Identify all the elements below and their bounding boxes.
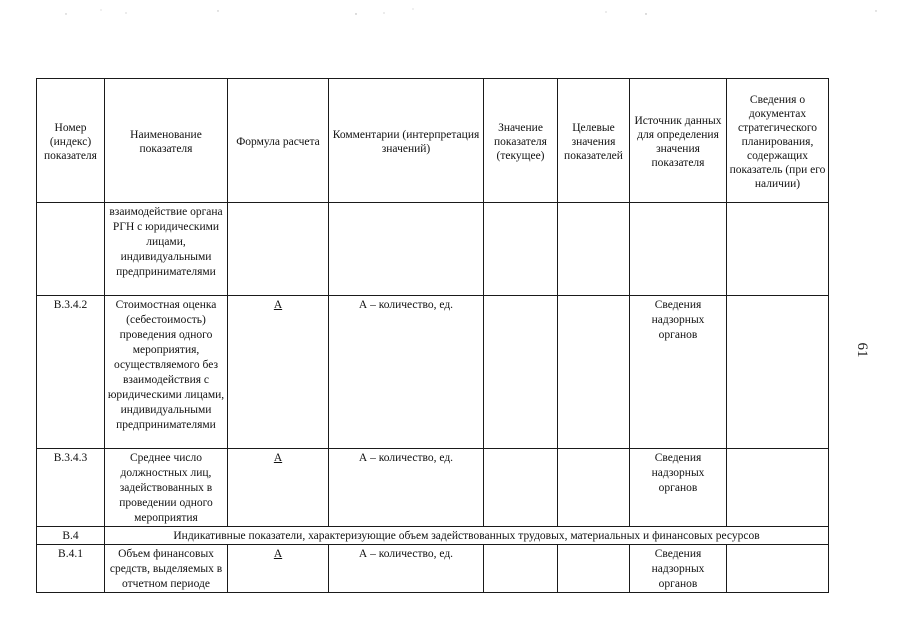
table-header-row: [37, 79, 829, 203]
cell-target-values: [558, 296, 630, 449]
cell-strategic-docs: [727, 296, 829, 449]
cell-index: [37, 203, 105, 296]
cell-comment: А – количество, ед.: [329, 545, 484, 593]
cell-source: Сведения надзорных органов: [630, 449, 727, 527]
cell-name: Объем финансовых средств, выделяемых в отчетном периоде: [105, 545, 228, 593]
page-number: 61: [854, 342, 871, 358]
table-row: [37, 203, 829, 296]
cell-formula: А: [228, 296, 329, 449]
cell-index: В.4.1: [37, 545, 105, 593]
header-index: Номер (индекс) показателя: [37, 79, 105, 203]
cell-source: Сведения надзорных органов: [630, 545, 727, 593]
header-target-values: Целевые значения показателей: [558, 79, 630, 203]
section-title: Индикативные показатели, характеризующие объем задействованных трудовых, материальных и финансовых ресурсов: [105, 527, 829, 545]
section-index: В.4: [37, 527, 105, 545]
cell-target-values: [558, 449, 630, 527]
indicators-table: [36, 78, 829, 593]
cell-name: Среднее число должностных лиц, задействованных в проведении одного мероприятия: [105, 449, 228, 527]
cell-strategic-docs: [727, 203, 829, 296]
cell-name: Стоимостная оценка (себестоимость) проведения одного мероприятия, осуществляемого без взаимодействия с юридическими лицами, индивидуальными предпринимателями: [105, 296, 228, 449]
cell-formula: А: [228, 545, 329, 593]
table-row: [37, 296, 829, 449]
table-row: [37, 545, 829, 593]
cell-name: взаимодействие органа РГН с юридическими лицами, индивидуальными предпринимателями: [105, 203, 228, 296]
header-formula: Формула расчета: [228, 79, 329, 203]
section-row: [37, 527, 829, 545]
cell-comment: А – количество, ед.: [329, 449, 484, 527]
cell-comment: А – количество, ед.: [329, 296, 484, 449]
header-comment: Комментарии (интерпретация значений): [329, 79, 484, 203]
header-source: Источник данных для определения значения показателя: [630, 79, 727, 203]
cell-current-value: [484, 203, 558, 296]
cell-index: В.3.4.2: [37, 296, 105, 449]
cell-current-value: [484, 545, 558, 593]
cell-current-value: [484, 296, 558, 449]
table-row: [37, 449, 829, 527]
header-strategic-docs: Сведения о документах стратегического планирования, содержащих показатель (при его наличии): [727, 79, 829, 203]
cell-strategic-docs: [727, 449, 829, 527]
cell-index: В.3.4.3: [37, 449, 105, 527]
scan-noise: [0, 0, 905, 60]
cell-current-value: [484, 449, 558, 527]
header-name: Наименование показателя: [105, 79, 228, 203]
cell-formula: А: [228, 449, 329, 527]
cell-comment: [329, 203, 484, 296]
cell-formula: [228, 203, 329, 296]
cell-source: [630, 203, 727, 296]
cell-target-values: [558, 545, 630, 593]
cell-target-values: [558, 203, 630, 296]
cell-source: Сведения надзорных органов: [630, 296, 727, 449]
header-current-value: Значение показателя (текущее): [484, 79, 558, 203]
cell-strategic-docs: [727, 545, 829, 593]
